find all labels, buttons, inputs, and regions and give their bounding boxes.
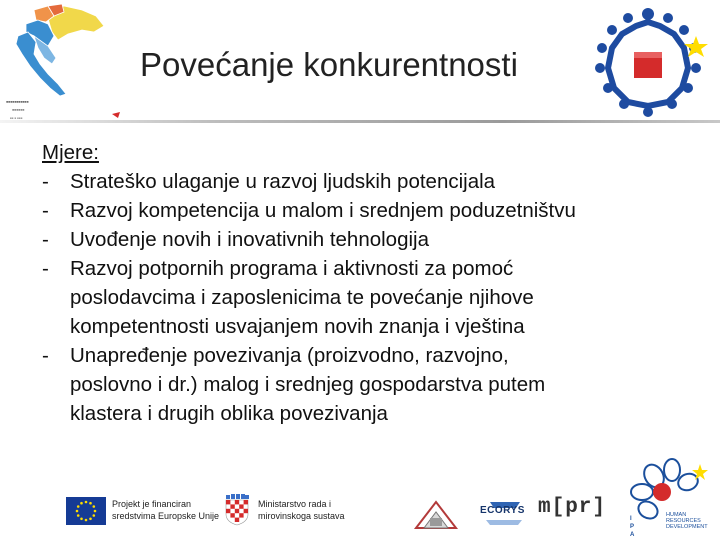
svg-text:■■■■■■: ■■■■■■ [12,108,25,112]
eu-funding-text [112,498,219,522]
list-item-line: Razvoj potpornih programa i aktivnosti za pomoć [70,257,514,280]
list-item-line: kompetentnosti usvajanjem novih znanja i vještina [70,315,525,338]
list-item-line: poslovno i dr.) malog i srednjeg gospodarstva putem [70,373,546,396]
ecorys-label: ECORYS [480,505,525,516]
certification-logo [412,498,460,530]
bullet-dash: - [42,199,49,222]
bullet-dash: - [42,344,49,367]
svg-text:■■■■■■■■■■■: ■■■■■■■■■■■ [6,100,29,104]
header-divider [0,120,720,123]
list-item [42,225,682,254]
measures-heading: Mjere: [42,141,99,164]
svg-text:A: A [630,532,635,538]
list-item-text [70,254,682,341]
ipa-program-text [666,512,708,530]
ipa-line: DEVELOPMENT [666,524,708,530]
ipa-line: RESOURCES [666,518,701,524]
mpr-logo: m[pr] [538,496,607,519]
footer-logos [0,486,720,540]
ministry-line: mirovinskoga sustava [258,511,345,521]
list-item [42,341,682,428]
ministry-text [258,498,345,522]
list-item [42,167,682,196]
bullet-dash: - [42,257,49,280]
ministry-line: Ministarstvo rada i [258,499,332,509]
svg-text:P: P [630,524,635,530]
list-item-line: klastera i drugih oblika povezivanja [70,402,388,425]
ipa-line: HUMAN [666,512,687,518]
list-item-text: Razvoj kompetencija u malom i srednjem poduzetništvu [70,199,576,222]
svg-text:■■ ■ ■■■: ■■ ■ ■■■ [10,116,23,120]
eu-flag-icon [66,497,106,525]
eu-funding-line: Projekt je financiran [112,499,192,509]
eu-funding-line: sredstvima Europske Unije [112,511,220,521]
list-item-text: Uvođenje novih i inovativnih tehnologija [70,228,429,251]
bullet-dash: - [42,228,49,251]
croatia-map-logo [4,2,122,120]
list-item [42,196,682,225]
slide-content [42,138,682,428]
list-item-text: Strateško ulaganje u razvoj ljudskih potencijala [70,170,496,193]
list-item-text [70,341,682,428]
list-item-line: poslodavcima i zaposlenicima te povećanje njihove [70,286,534,309]
slide-header [0,0,720,122]
slide-title: Povećanje konkurentnosti [140,46,518,83]
bullet-dash: - [42,170,49,193]
list-item-line: Unapređenje povezivanja (proizvodno, razvojno, [70,344,509,367]
people-circle-logo [578,4,718,122]
list-item [42,254,682,341]
svg-text:I: I [630,516,632,522]
croatian-coat-of-arms-icon [224,494,250,526]
